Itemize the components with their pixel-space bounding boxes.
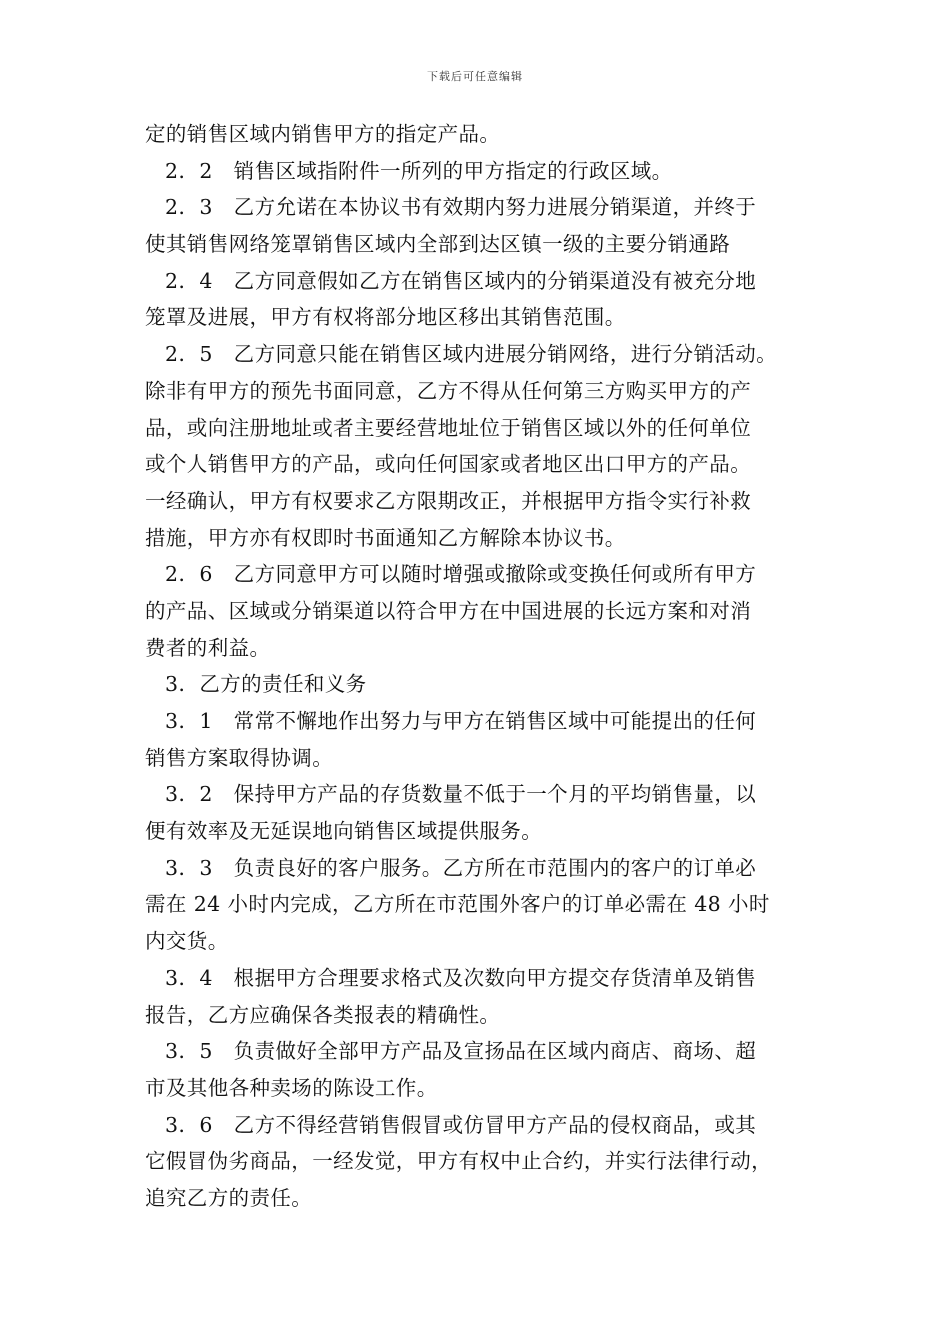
text-line: 3．6 乙方不得经营销售假冒或仿冒甲方产品的侵权商品，或其 [165,1112,757,1137]
document-body [145,116,835,1217]
page-header: 下载后可任意编辑 [427,70,523,83]
text-line: 或个人销售甲方的产品，或向任何国家或者地区出口甲方的产品。 [145,452,752,477]
text-line: 笼罩及进展，甲方有权将部分地区移出其销售范围。 [145,305,626,330]
text-line: 内交货。 [145,929,229,954]
text-line: 2．2 销售区域指附件一所列的甲方指定的行政区域。 [165,158,673,183]
text-line: 3．2 保持甲方产品的存货数量不低于一个月的平均销售量，以 [165,782,757,807]
text-line: 3．5 负责做好全部甲方产品及宣扬品在区域内商店、商场、超 [165,1039,757,1064]
text-line: 需在 24 小时内完成，乙方所在市范围外客户的订单必需在 48 小时 [145,892,770,917]
text-line: 它假冒伪劣商品，一经发觉，甲方有权中止合约，并实行法律行动， [145,1149,772,1174]
text-line: 定的销售区域内销售甲方的指定产品。 [145,122,501,146]
text-line: 使其销售网络笼罩销售区域内全部到达区镇一级的主要分销通路 [145,232,731,257]
text-line: 一经确认，甲方有权要求乙方限期改正，并根据甲方指令实行补救 [145,488,752,513]
text-line: 追究乙方的责任。 [145,1185,313,1210]
text-line: 3．乙方的责任和义务 [165,672,367,697]
text-line: 除非有甲方的预先书面同意，乙方不得从任何第三方购买甲方的产 [145,378,752,403]
text-line: 市及其他各种卖场的陈设工作。 [145,1075,438,1100]
text-line: 便有效率及无延误地向销售区域提供服务。 [145,819,543,844]
text-line: 的产品、区域或分销渠道以符合甲方在中国进展的长远方案和对消 [145,598,752,623]
text-line: 3．1 常常不懈地作出努力与甲方在销售区域中可能提出的任何 [165,709,757,733]
text-line: 措施，甲方亦有权即时书面通知乙方解除本协议书。 [145,525,626,550]
text-line: 报告，乙方应确保各类报表的精确性。 [145,1002,501,1027]
text-line: 3．4 根据甲方合理要求格式及次数向甲方提交存货清单及销售 [165,965,757,990]
text-line: 2．4 乙方同意假如乙方在销售区域内的分销渠道没有被充分地 [165,268,757,293]
text-line: 销售方案取得协调。 [145,745,334,770]
text-line: 2．5 乙方同意只能在销售区域内进展分销网络，进行分销活动。 [165,342,778,367]
text-line: 3．3 负责良好的客户服务。乙方所在市范围内的客户的订单必 [165,855,757,880]
text-line: 2．6 乙方同意甲方可以随时增强或撤除或变换任何或所有甲方 [165,562,757,587]
text-line: 费者的利益。 [145,635,271,660]
text-line: 2．3 乙方允诺在本协议书有效期内努力进展分销渠道，并终于 [165,195,757,220]
text-line: 品，或向注册地址或者主要经营地址位于销售区域以外的任何单位 [145,415,752,440]
